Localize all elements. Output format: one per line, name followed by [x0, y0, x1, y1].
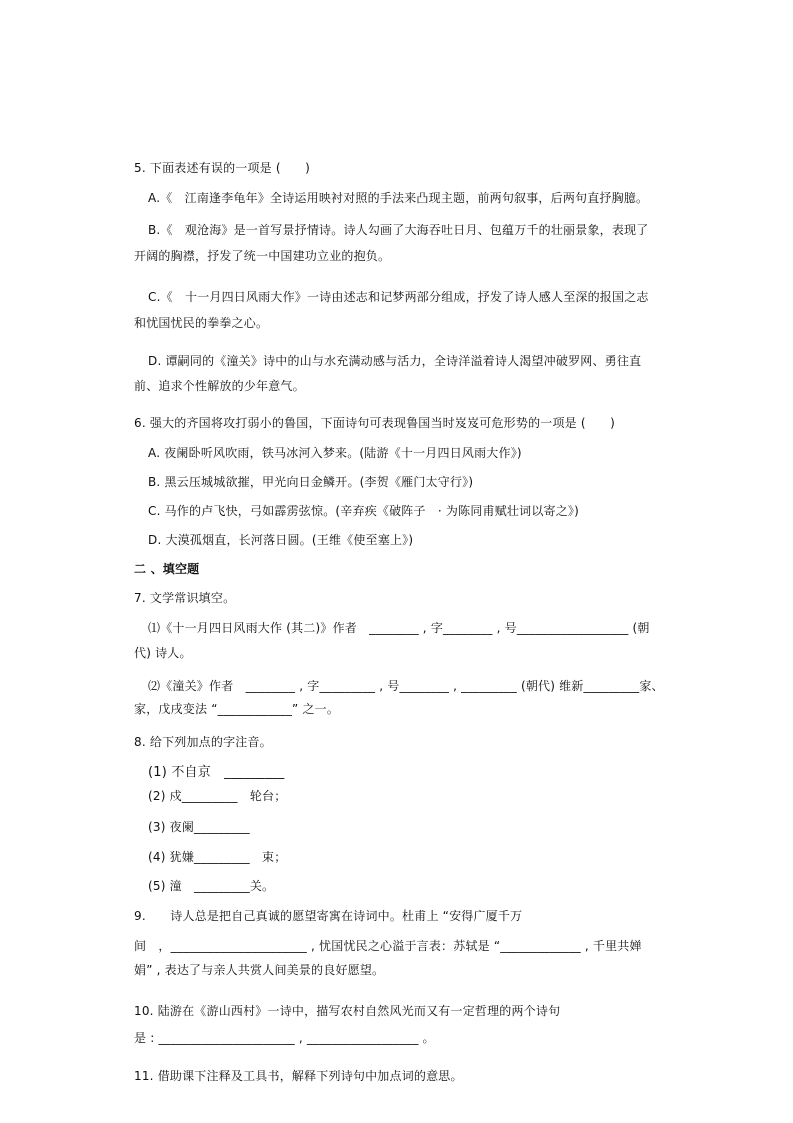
section-title-fill-in: 二 、填空题 — [134, 562, 200, 576]
q9-line2: 间 ，______________________ , 忧国忧民之心溢于言表：苏轼是 “_____________ , 千里共婵 — [134, 939, 642, 953]
q6-stem: 6. 强大的齐国将攻打弱小的鲁国，下面诗句可表现鲁国当时岌岌可危形势的一项是 ( ) — [134, 416, 616, 430]
q8-item-3: (3) 夜阑_________ — [148, 820, 250, 834]
q10-line2: 是 : ______________________ , __________________ 。 — [134, 1031, 435, 1045]
q8-item-2: (2) 戍_________ 轮台； — [148, 789, 287, 803]
q6-option-c: C. 马作的卢飞快，弓如霹雳弦惊。(辛弃疾《破阵子 · 为陈同甫赋壮词以寄之》) — [148, 504, 580, 518]
q5-option-b-line2: 开阔的胸襟，抒发了统一中国建功立业的抱负。 — [134, 249, 391, 263]
q5-option-a: A.《 江南逢李龟年》全诗运用映衬对照的手法来凸现主题，前两句叙事，后两句直抒胸臆。 — [148, 191, 649, 205]
q8-item-1: (1) 不自京 _________ — [148, 765, 285, 780]
q7-part2-line2: 家，戊戌变法 “____________” 之一。 — [134, 702, 340, 716]
q10-line1: 10. 陆游在《游山西村》一诗中，描写农村自然风光而又有一定哲理的两个诗句 — [134, 1004, 561, 1018]
q8-item-4: (4) 犹嫌_________ 束； — [148, 850, 287, 864]
q5-option-c-line1: C.《 十一月四日风雨大作》一诗由述志和记梦两部分组成，抒发了诗人感人至深的报国之志 — [148, 290, 649, 304]
q8-item-5: (5) 潼 _________关。 — [148, 879, 275, 893]
q5-stem: 5. 下面表述有误的一项是 ( ) — [134, 161, 311, 175]
q11-stem: 11. 借助课下注释及工具书，解释下列诗句中加点词的意思。 — [134, 1069, 463, 1083]
q9-line1: 9. 诗人总是把自己真诚的愿望寄寓在诗词中。杜甫上 “安得广厦千万 — [134, 909, 523, 923]
q5-option-d-line2: 前、追求个性解放的少年意气。 — [134, 379, 305, 393]
q7-part1-line2: 代) 诗人。 — [134, 646, 192, 660]
q9-line3: 娟” , 表达了与亲人共赏人间美景的良好愿望。 — [134, 963, 385, 977]
q6-option-d: D. 大漠孤烟直，长河落日圆。(王维《使至塞上》) — [148, 533, 414, 547]
q6-option-b: B. 黑云压城城欲摧，甲光向日金鳞开。(李贺《雁门太守行》) — [148, 475, 474, 489]
q5-option-d-line1: D. 谭嗣同的《潼关》诗中的山与水充满动感与活力，全诗洋溢着诗人渴望冲破罗网、勇往直 — [148, 354, 642, 368]
q5-option-c-line2: 和忧国忧民的拳拳之心。 — [134, 316, 269, 330]
q7-part1-line1: ⑴《十一月四日风雨大作 (其二)》作者 ________ , 字________ , 号__________________ (朝 — [148, 621, 650, 635]
q8-stem: 8. 给下列加点的字注音。 — [134, 735, 272, 749]
q7-part2-line1: ⑵《潼关》作者 ________ , 字_________ , 号________ , _________ (朝代) 维新_________家、 — [148, 679, 664, 693]
q6-option-a: A. 夜阑卧听风吹雨，铁马冰河入梦来。(陆游《十一月四日风雨大作》) — [148, 446, 522, 460]
q7-stem: 7. 文学常识填空。 — [134, 591, 236, 605]
q5-option-b-line1: B.《 观沧海》是一首写景抒情诗。诗人勾画了大海吞吐日月、包蕴万千的壮丽景象，表现了 — [148, 223, 649, 237]
